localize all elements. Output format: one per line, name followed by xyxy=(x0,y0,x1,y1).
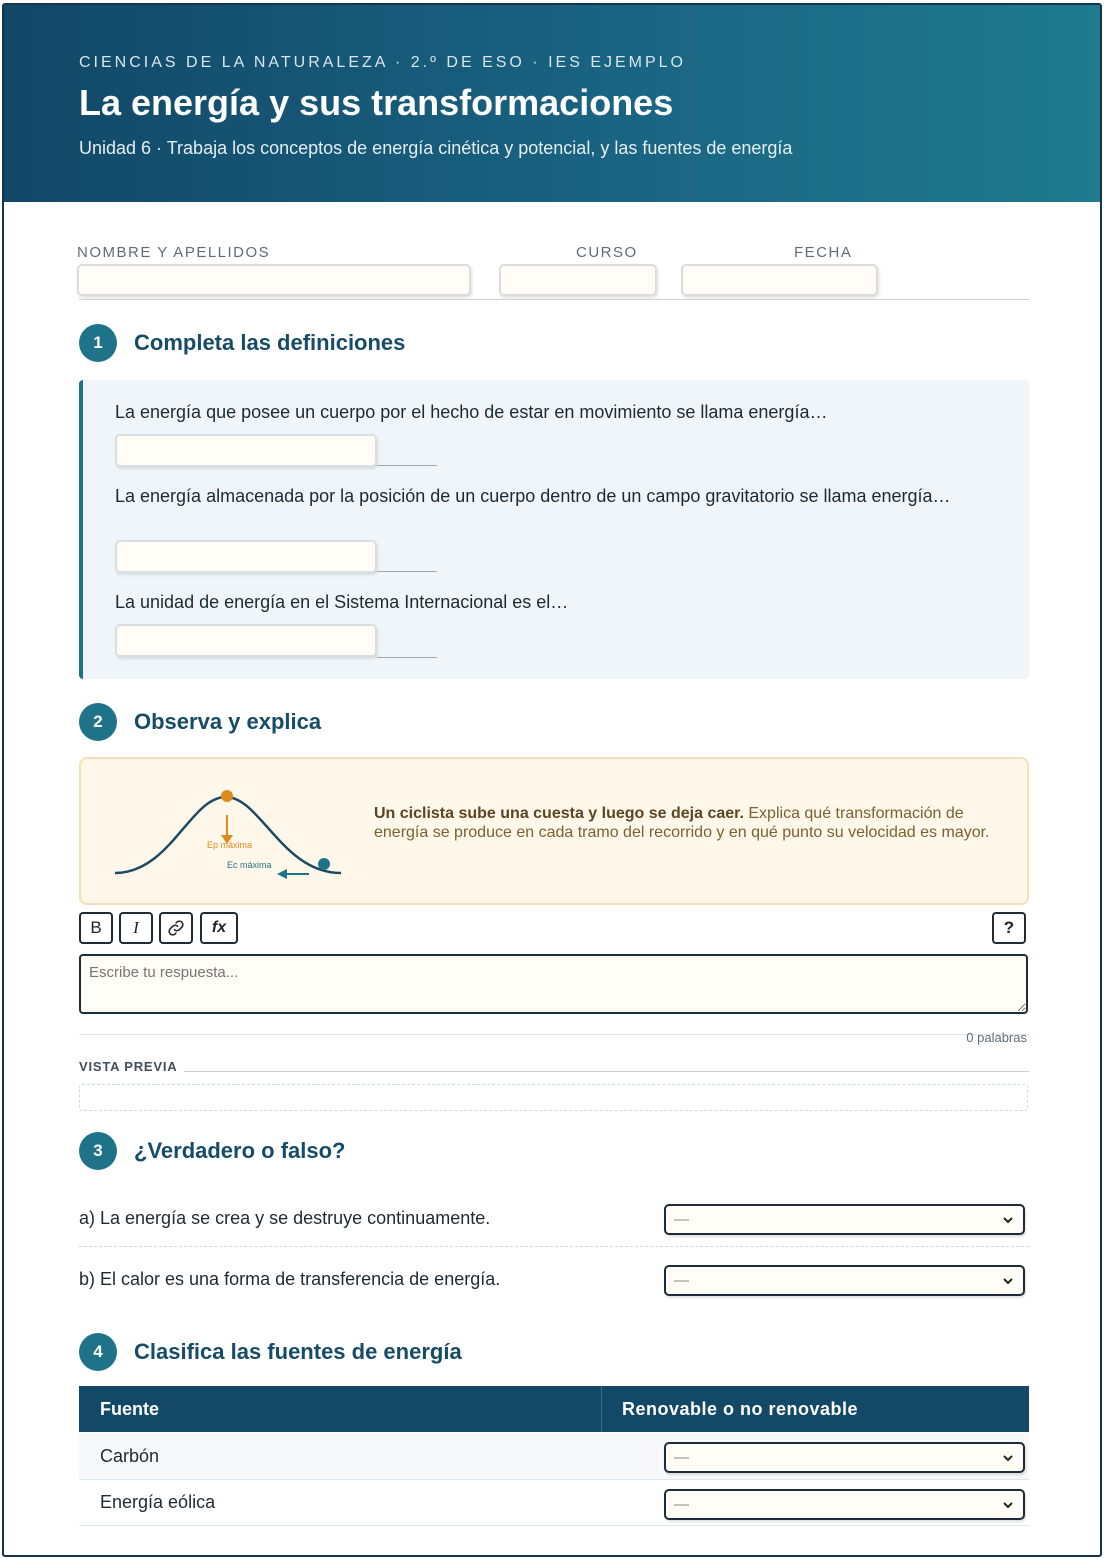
preview-label: VISTA PREVIA xyxy=(79,1059,178,1074)
true-false-select-a[interactable] xyxy=(664,1204,1025,1235)
student-info-divider xyxy=(79,299,1029,300)
page-title: La energía y sus transformaciones xyxy=(79,82,674,123)
row-divider xyxy=(79,1246,1029,1247)
section-4-heading xyxy=(79,1332,462,1372)
chevron-down-icon xyxy=(1002,1450,1014,1469)
energy-type-select-2[interactable] xyxy=(664,1489,1025,1520)
date-label: FECHA xyxy=(794,244,853,261)
chevron-down-icon xyxy=(1002,1497,1014,1516)
formula-icon: fx xyxy=(211,919,227,936)
section-number: 1 xyxy=(79,324,117,362)
section-title: Clasifica las fuentes de energía xyxy=(134,1339,462,1364)
section-title: ¿Verdadero o falso? xyxy=(134,1138,346,1163)
italic-icon: I xyxy=(133,918,139,937)
select-value: — xyxy=(674,1496,689,1513)
column-divider xyxy=(601,1386,602,1432)
prompt-bold: Un ciclista sube una cuesta y luego se deja caer. xyxy=(374,805,744,822)
observation-card xyxy=(79,757,1029,905)
select-value: — xyxy=(674,1211,689,1228)
answer-underline xyxy=(377,657,437,658)
date-field[interactable] xyxy=(681,264,878,296)
help-icon: ? xyxy=(1003,918,1015,937)
column-header-source: Fuente xyxy=(100,1399,160,1419)
column-header-type: Renovable o no renovable xyxy=(622,1399,859,1419)
definition-answer-1[interactable] xyxy=(115,434,377,467)
select-value: — xyxy=(674,1272,689,1289)
energy-type-select-1[interactable] xyxy=(664,1442,1025,1473)
definition-answer-2[interactable] xyxy=(115,540,377,573)
cyclist-top-marker xyxy=(221,790,233,802)
ec-arrow-head xyxy=(277,869,287,879)
source-name: Energía eólica xyxy=(100,1492,216,1512)
true-false-statement-b: b) El calor es una forma de transferencia de energía. xyxy=(79,1269,501,1289)
prompt-text: Explica qué transformación de energía se produce en cada tramo del recorrido y en qué punto su velocidad es mayor. xyxy=(374,805,990,841)
ec-label: Ec máxima xyxy=(227,860,272,870)
worksheet-page xyxy=(2,3,1102,1557)
definition-question-3: La unidad de energía en el Sistema Internacional es el… xyxy=(115,592,569,612)
cyclist-bottom-marker xyxy=(318,858,330,870)
source-name: Carbón xyxy=(100,1446,160,1466)
italic-button[interactable] xyxy=(119,912,153,944)
section-number: 4 xyxy=(79,1333,117,1371)
true-false-select-b[interactable] xyxy=(664,1265,1025,1296)
header-banner xyxy=(4,5,1100,202)
course-kicker: CIENCIAS DE LA NATURALEZA · 2.º DE ESO · IES EJEMPLO xyxy=(79,54,686,71)
course-field[interactable] xyxy=(499,264,657,296)
section-1-heading xyxy=(79,323,405,363)
bold-button[interactable] xyxy=(79,912,113,944)
section-number: 3 xyxy=(79,1132,117,1170)
section-title: Observa y explica xyxy=(134,709,322,734)
answer-textarea[interactable] xyxy=(79,954,1028,1014)
formula-button[interactable] xyxy=(200,912,238,944)
section-title: Completa las definiciones xyxy=(134,330,406,355)
definition-question-1: La energía que posee un cuerpo por el hecho de estar en movimiento se llama energía… xyxy=(115,402,828,422)
select-value: — xyxy=(674,1449,689,1466)
hill-diagram xyxy=(111,781,351,891)
word-count: 0 palabras xyxy=(966,1030,1027,1045)
table-header xyxy=(79,1386,1029,1432)
editor-divider xyxy=(79,1034,1029,1035)
page-subtitle: Unidad 6 · Trabaja los conceptos de energía cinética y potencial, y las fuentes de energía xyxy=(79,138,793,158)
name-label: NOMBRE Y APELLIDOS xyxy=(77,244,271,261)
link-button[interactable] xyxy=(159,912,193,944)
chevron-down-icon xyxy=(1002,1212,1014,1231)
preview-box xyxy=(79,1084,1028,1111)
observation-prompt xyxy=(374,804,1004,842)
answer-underline xyxy=(377,571,437,572)
chevron-down-icon xyxy=(1002,1273,1014,1292)
preview-divider xyxy=(184,1071,1029,1072)
definition-question-2: La energía almacenada por la posición de un cuerpo dentro de un campo gravitatorio se llama energía… xyxy=(115,486,951,506)
name-field[interactable] xyxy=(77,264,471,296)
help-button[interactable] xyxy=(992,912,1026,944)
ep-label: Ep máxima xyxy=(207,840,253,850)
section-2-heading xyxy=(79,702,321,742)
link-icon xyxy=(166,918,186,938)
answer-underline xyxy=(377,465,437,466)
section-number: 2 xyxy=(79,703,117,741)
course-label: CURSO xyxy=(576,244,638,261)
true-false-statement-a: a) La energía se crea y se destruye continuamente. xyxy=(79,1208,491,1228)
section-3-heading xyxy=(79,1131,346,1171)
definition-answer-3[interactable] xyxy=(115,624,377,657)
bold-icon: B xyxy=(90,918,102,937)
